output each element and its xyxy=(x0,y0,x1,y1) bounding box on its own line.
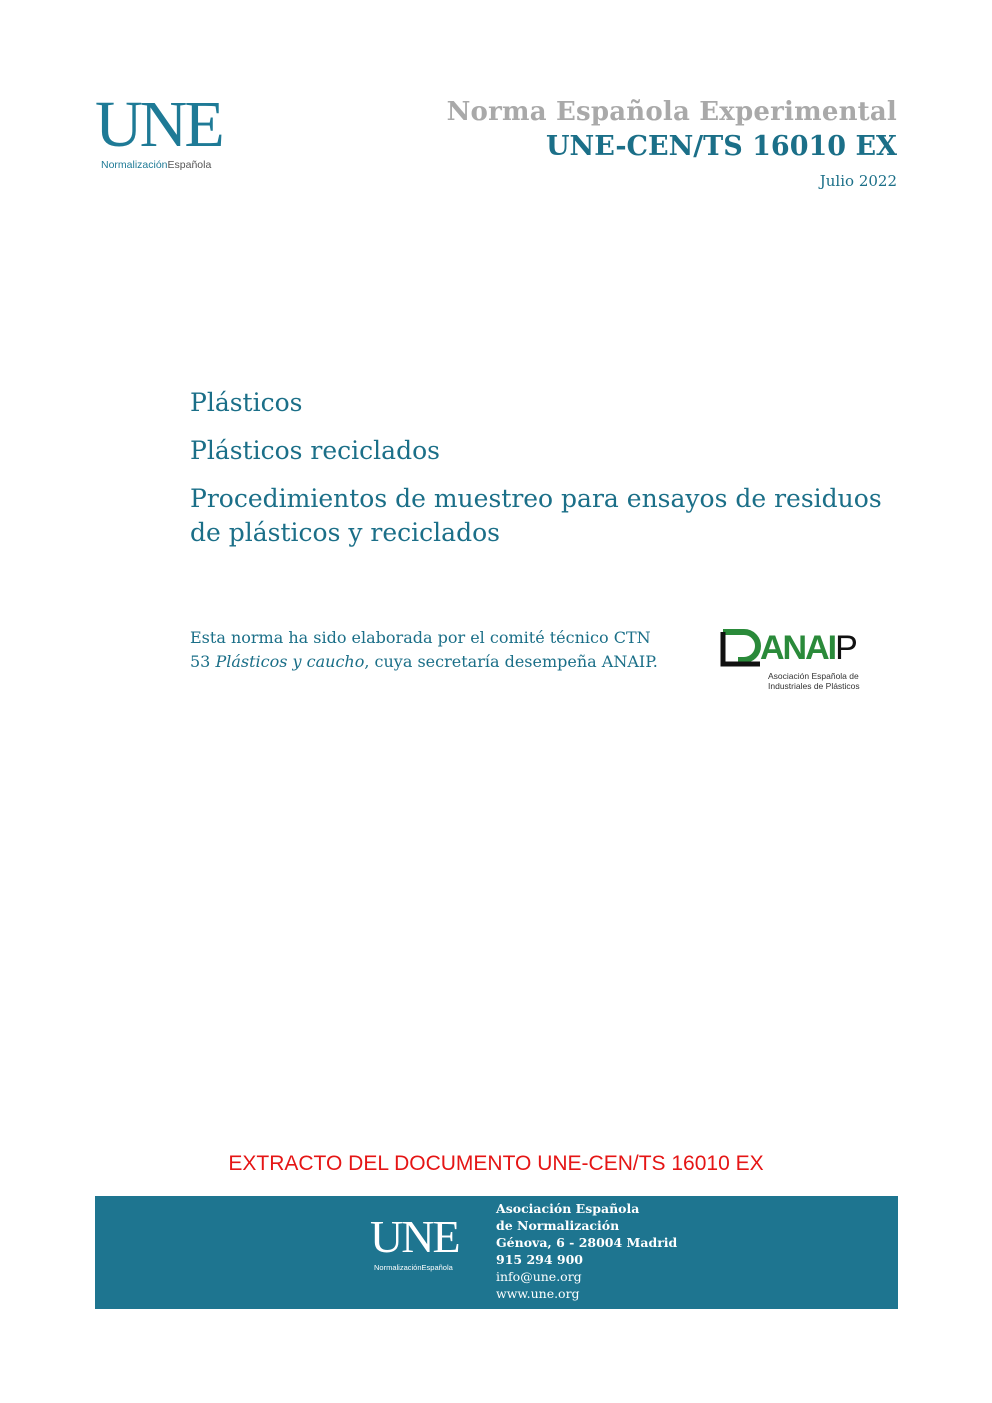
standard-type: Norma Española Experimental xyxy=(446,97,897,127)
footer-band xyxy=(95,1196,898,1309)
footer-web[interactable]: www.une.org xyxy=(496,1286,580,1301)
anaip-subtitle-line-1: Asociación Española de xyxy=(768,671,859,681)
footer-address: Génova, 6 - 28004 Madrid xyxy=(496,1235,678,1250)
extract-banner: EXTRACTO DEL DOCUMENTO UNE-CEN/TS 16010 EX xyxy=(228,1152,764,1175)
anaip-wordmark xyxy=(760,630,856,666)
title-sub: Plásticos reciclados xyxy=(190,436,440,465)
une-logo-tagline-b: Española xyxy=(167,159,212,171)
footer-email[interactable]: info@une.org xyxy=(496,1269,582,1284)
committee-text-before: Esta norma ha sido elaborada por el comité técnico CTN 53 xyxy=(190,628,651,671)
footer-phone: 915 294 900 xyxy=(496,1252,583,1267)
standard-date: Julio 2022 xyxy=(819,172,897,190)
document-titles xyxy=(190,386,910,564)
title-complementary: Procedimientos de muestreo para ensayos de residuos de plásticos y reciclados xyxy=(190,484,882,547)
une-logo-letters: UNE xyxy=(95,88,222,161)
une-logo-tagline xyxy=(101,159,245,171)
footer-contact xyxy=(496,1200,677,1302)
committee-name: Plásticos y caucho xyxy=(215,652,365,671)
une-logo xyxy=(95,88,245,174)
anaip-word-green: ANAI xyxy=(760,629,836,667)
committee-statement xyxy=(190,626,660,674)
standard-code: UNE-CEN/TS 16010 EX xyxy=(546,131,897,162)
standard-header xyxy=(447,97,897,190)
anaip-subtitle xyxy=(768,671,860,691)
anaip-mark-icon xyxy=(720,628,762,668)
committee-text-after: , cuya secretaría desempeña ANAIP. xyxy=(364,652,658,671)
footer-logo-tagline: NormalizaciónEspañola xyxy=(374,1263,453,1272)
footer-une-logo xyxy=(370,1211,459,1272)
une-logo-tagline-a: Normalización xyxy=(101,159,168,171)
title-main: Plásticos xyxy=(190,388,303,417)
footer-org-line-1: Asociación Española xyxy=(496,1201,640,1216)
anaip-subtitle-line-2: Industriales de Plásticos xyxy=(768,681,860,691)
anaip-logo xyxy=(720,628,870,694)
anaip-word-dark: P xyxy=(835,629,856,667)
footer-org-line-2: de Normalización xyxy=(496,1218,620,1233)
footer-logo-letters: UNE xyxy=(370,1211,459,1262)
